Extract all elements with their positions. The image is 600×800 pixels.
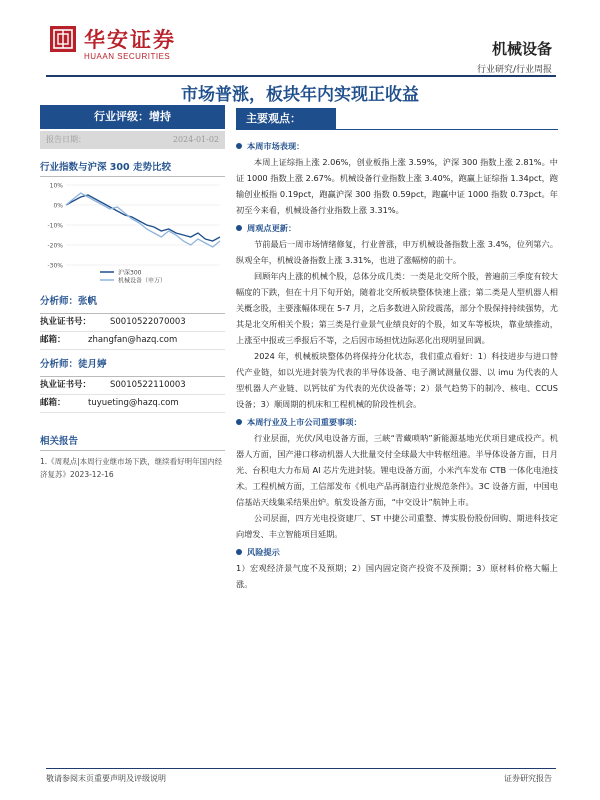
report-date-label: 报告日期： [46, 135, 86, 144]
analyst-2-reg-row [40, 377, 225, 395]
logo-english: HUAAN SECURITIES [84, 52, 171, 61]
section-events-heading [236, 414, 558, 430]
key-points-rule [336, 108, 558, 130]
section-risk-heading [236, 544, 558, 560]
y-tick-label: 10% [49, 182, 63, 190]
related-heading: 相关报告 [40, 433, 225, 451]
analyst-1 [40, 293, 225, 350]
logo-text: 华安证券 [84, 28, 176, 52]
analyst-1-email-label: 邮箱： [40, 335, 66, 345]
footer-label: 证券研究报告 [504, 774, 552, 783]
market-paragraph: 本周上证综指上涨 2.06%，创业板指上涨 3.59%，沪深 300 指数上涨 2.81%。中证 1000 指数上涨 2.67%。机械设备行业指数上涨 3.40%，跑赢上证综指 1.34pct，跑输创业板指 0.19pct，跑赢沪深 300 指数 0.59pct，跑赢中证 1000 指数 0.73pct。年初至今来看，机械设备行业指数上涨 3.31%。 [236, 157, 558, 215]
index-comparison-chart [40, 177, 225, 287]
chart-section [40, 159, 225, 291]
series-line-1 [66, 193, 220, 247]
section-market-title: 本周市场表现： [247, 141, 305, 151]
analyst-2-email-row [40, 395, 225, 413]
section-events-title: 本周行业及上市公司重要事项： [247, 417, 362, 427]
main-content [236, 108, 558, 592]
related-report-item[interactable]: 1.《周观点|本周行业继市场下跌，继续看好明年国内经济复苏》2023-12-16 [40, 457, 223, 479]
analyst-2-reg-label: 执业证书号： [40, 380, 92, 390]
related-reports [40, 433, 225, 481]
risk-paragraph: 1）宏观经济景气度不及预期；2）国内固定资产投资不及预期；3）原材料价格大幅上涨。 [236, 563, 558, 589]
bullet-icon [236, 225, 242, 231]
analyst-1-reg-row [40, 314, 225, 332]
header-divider [46, 75, 556, 77]
analyst-2-email-label: 邮箱： [40, 398, 66, 408]
analyst-2-heading: 分析师：徒月婷 [40, 356, 225, 377]
y-tick-label: 0% [53, 202, 63, 210]
industry-rating: 行业评级：增持 [40, 105, 225, 129]
analyst-1-email-row [40, 332, 225, 350]
left-column [40, 105, 225, 481]
report-date-row [40, 131, 225, 149]
bullet-icon [236, 143, 242, 149]
bullet-icon [236, 419, 242, 425]
analyst-2-reg-no: S0010522110003 [110, 380, 186, 390]
y-tick-label: -10% [47, 222, 63, 230]
legend-label: 沪深300 [118, 269, 142, 277]
key-points-label: 主要观点： [236, 108, 336, 130]
report-title: 市场普涨，板块年内实现正收益 [181, 85, 419, 105]
analyst-1-email[interactable]: zhangfan@hazq.com [88, 335, 178, 345]
analyst-2 [40, 356, 225, 413]
section-risk-title: 风险提示 [247, 547, 280, 557]
bullet-icon [236, 549, 242, 555]
sector-name: 机械设备 [491, 40, 552, 58]
view-paragraph-1: 节前最后一周市场情绪修复，行业普涨，申万机械设备指数上涨 3.4%，位列第六。纵观全年，机械设备指数上涨 3.31%，也进了涨幅榜的前十。 [236, 239, 558, 265]
events-paragraph-1: 行业层面，光伏/风电设备方面，三峡“青藏唢呐”新能源基地光伏项目建成投产。机器人方面，国产港口移动机器人大批量交付全球最大中转枢纽港。半导体设备方面，日月光、台积电大力布局 AI 芯片先进封装。锂电设备方面，小米汽车发布 CTB 一体化电池技术。工程机械方面，工信部发布《机电产品再制造行业规范条件》。3C 设备方面，中国电信基站天线集采结果出炉。航发设备方面，“中交设计”航钟上市。 [236, 433, 558, 507]
y-tick-label: -20% [47, 242, 63, 250]
key-points-body [236, 138, 558, 592]
footer-divider [46, 768, 556, 769]
analyst-2-email[interactable]: tuyueting@hazq.com [88, 398, 179, 408]
report-date: 2024-01-02 [172, 135, 219, 144]
logo-mark-icon [50, 26, 76, 52]
page-header [0, 0, 600, 78]
analyst-1-reg-no: S0010522070003 [110, 317, 186, 327]
chart-title: 行业指数与沪深 300 走势比较 [40, 159, 225, 177]
section-view-heading [236, 220, 558, 236]
legend-label: 机械设备（申万） [118, 277, 167, 285]
analyst-1-reg-label: 执业证书号： [40, 317, 92, 327]
footer-disclaimer[interactable]: 敬请参阅末页重要声明及评级说明 [46, 774, 166, 783]
view-paragraph-3: 2024 年，机械板块整体仍将保持分化状态，我们重点看好：1）科技进步与进口替代产业链，如以光进封装为代表的半导体设备、电子测试测量仪器、以 imu 为代表的人型机器人产业链、以钙钛矿为代表的光伏设备等；2）景气趋势下的制冷、核电、CCUS 设备；3）顺周期的机床和工程机械的阶段性机会。 [236, 351, 558, 409]
events-paragraph-2: 公司层面，四方光电投资建厂、ST 中捷公司重整、博实股份股份回购、期进科技定向增发、丰立智能项目延期。 [236, 513, 558, 539]
section-market-heading [236, 138, 558, 154]
y-tick-label: -30% [47, 262, 63, 270]
series-line-0 [66, 195, 220, 241]
view-paragraph-2: 回顾年内上涨的机械个股，总体分成几类：一类是北交所个股，普遍前三季度有较大幅度的下跌，但在十月下旬开始，随着北交所板块整体快速上涨；第二类是人型机器人相关概念股，主要涨幅体现在 5-7 月，之后多数进入阶段震荡，部分个股保持持续强势，尤其是北交所相关个股；第三类是行业景气业绩良好的个股，如叉车等板块，靠业绩推动，上涨至中报或三季报后不等，之后因市场担忧边际恶化出现明显回调。 [236, 271, 558, 345]
report-category: 行业研究/行业周报 [476, 65, 552, 75]
key-points-header [236, 108, 558, 130]
section-view-title: 周观点更新： [247, 223, 297, 233]
analyst-1-heading: 分析师：张帆 [40, 293, 225, 314]
